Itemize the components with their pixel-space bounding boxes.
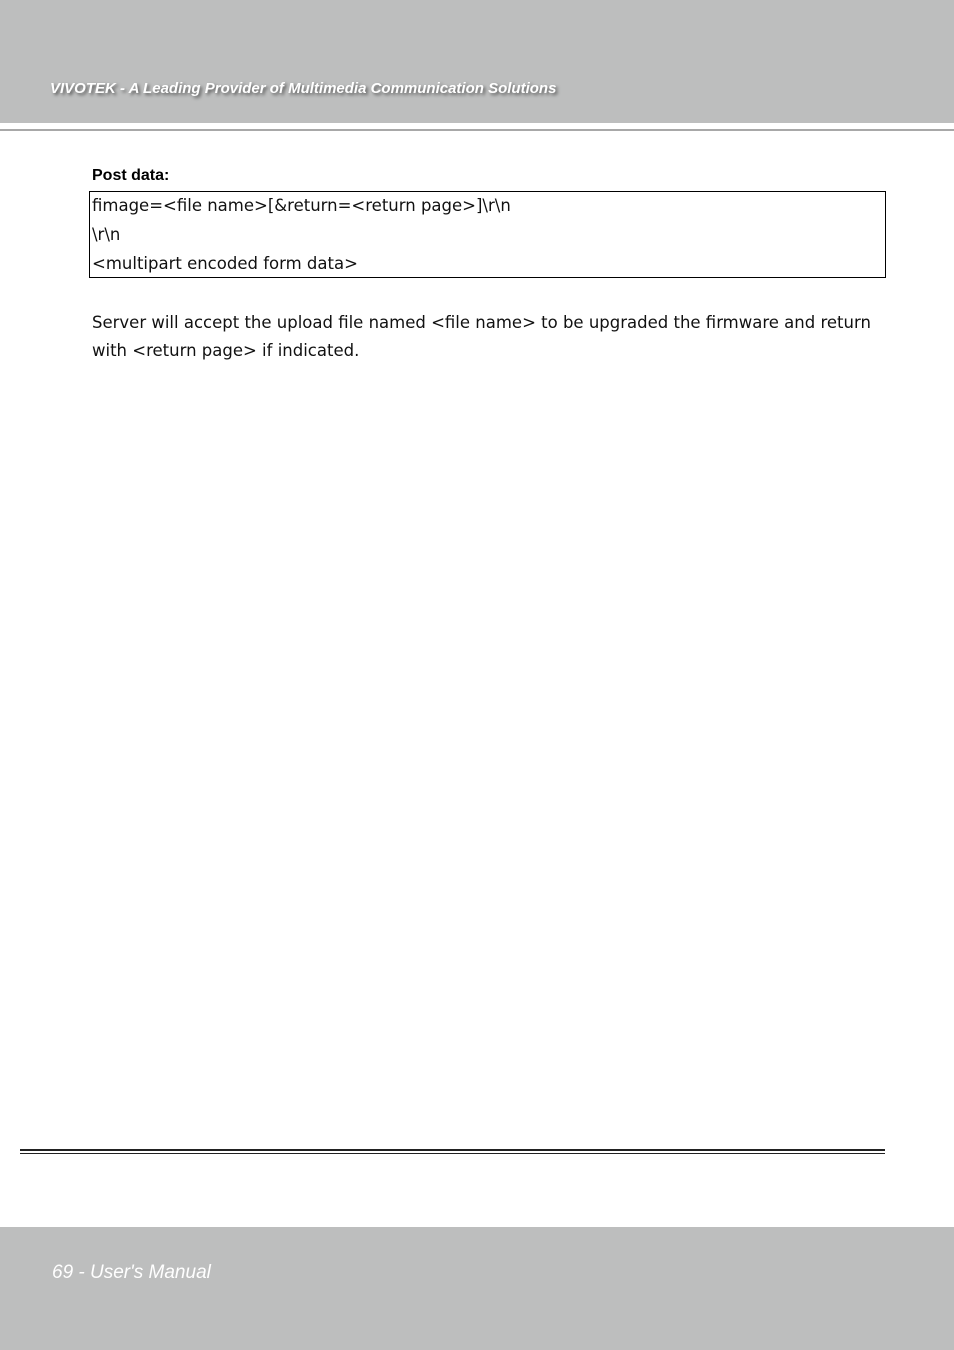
code-line-2: \r\n [92, 225, 121, 244]
page-number-label: 69 - User's Manual [52, 1262, 211, 1283]
header-divider [0, 129, 954, 131]
footer-band [0, 1227, 954, 1350]
header-title: VIVOTEK - A Leading Provider of Multimedia Communication Solutions [50, 80, 557, 97]
header-band [0, 0, 954, 123]
code-line-1: fimage=<file name>[&return=<return page>]\r\n [92, 196, 511, 215]
footer-divider [20, 1149, 885, 1154]
post-data-label: Post data: [92, 167, 170, 184]
description-paragraph: Server will accept the upload file named <file name> to be upgraded the firmware and return with <return page> if indicated. [92, 313, 871, 360]
post-data-code-box [89, 191, 886, 278]
code-line-3: <multipart encoded form data> [92, 254, 358, 273]
